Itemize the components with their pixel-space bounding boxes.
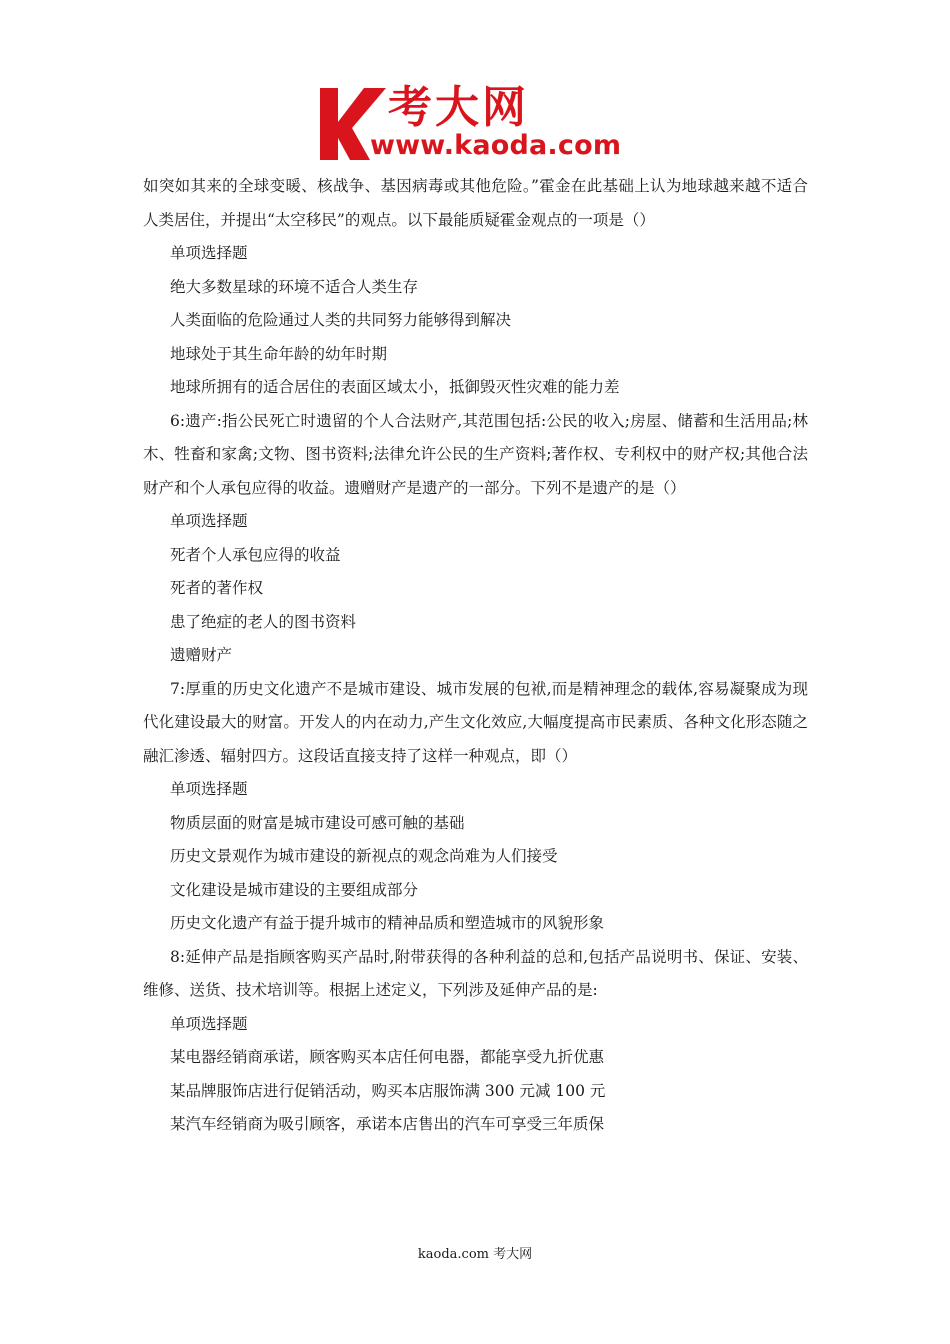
option-line: 历史文景观作为城市建设的新视点的观念尚难为人们接受 [170,847,558,865]
option-line: 人类面临的危险通过人类的共同努力能够得到解决 [170,311,512,329]
option-line: 死者的著作权 [170,579,264,597]
option-line: 某汽车经销商为吸引顾客，承诺本店售出的汽车可享受三年质保 [170,1115,605,1133]
option-line: 单项选择题 [170,244,248,262]
logo-chinese-name: 考大网 [388,82,529,133]
option-line: 绝大多数星球的环境不适合人类生存 [170,277,419,296]
page-footer: kaoda.com 考大网 [417,1247,533,1262]
logo-url: www.kaoda.com [370,130,622,161]
question-paragraph: 6:遗产:指公民死亡时遗留的个人合法财产,其范围包括:公民的收入;房屋、储蓄和生活用品;林木、牲畜和家禽;文物、图书资料;法律允许公民的生产资料;著作权、专利权中的财产权;其他合法财产和个人承包应得的收益。遗赠财产是遗产的一部分。下列不是遗产的是（） [143,411,808,497]
option-line: 某品牌服饰店进行促销活动，购买本店服饰满 300 元减 100 元 [170,1081,606,1100]
question-paragraph: 8:延伸产品是指顾客购买产品时,附带获得的各种利益的总和,包括产品说明书、保证、安装、维修、送货、技术培训等。根据上述定义，下列涉及延伸产品的是: [143,947,808,999]
option-line: 患了绝症的老人的图书资料 [170,612,357,631]
document-body [143,170,808,1142]
kaoda-logo [318,82,638,162]
option-line: 某电器经销商承诺，顾客购买本店任何电器，都能享受九折优惠 [170,1048,605,1066]
option-line: 遗赠财产 [170,646,233,664]
option-line: 地球所拥有的适合居住的表面区域太小，抵御毁灭性灾难的能力差 [170,378,620,396]
option-line: 死者个人承包应得的收益 [170,545,341,564]
option-line: 历史文化遗产有益于提升城市的精神品质和塑造城市的风貌形象 [170,914,605,932]
option-line: 物质层面的财富是城市建设可感可触的基础 [170,813,465,832]
option-line: 单项选择题 [170,512,248,530]
question-paragraph: 如突如其来的全球变暖、核战争、基因病毒或其他危险。”霍金在此基础上认为地球越来越不适合人类居住，并提出“太空移民”的观点。以下最能质疑霍金观点的一项是（） [143,177,808,229]
option-line: 地球处于其生命年龄的幼年时期 [170,344,388,363]
option-line: 单项选择题 [170,1014,248,1033]
option-line: 文化建设是城市建设的主要组成部分 [170,880,419,899]
option-line: 单项选择题 [170,780,248,798]
question-paragraph: 7:厚重的历史文化遗产不是城市建设、城市发展的包袱,而是精神理念的载体,容易凝聚成为现代化建设最大的财富。开发人的内在动力,产生文化效应,大幅度提高市民素质、各种文化形态随之融汇渗透、辐射四方。这段话直接支持了这样一种观点，即（） [143,679,808,765]
